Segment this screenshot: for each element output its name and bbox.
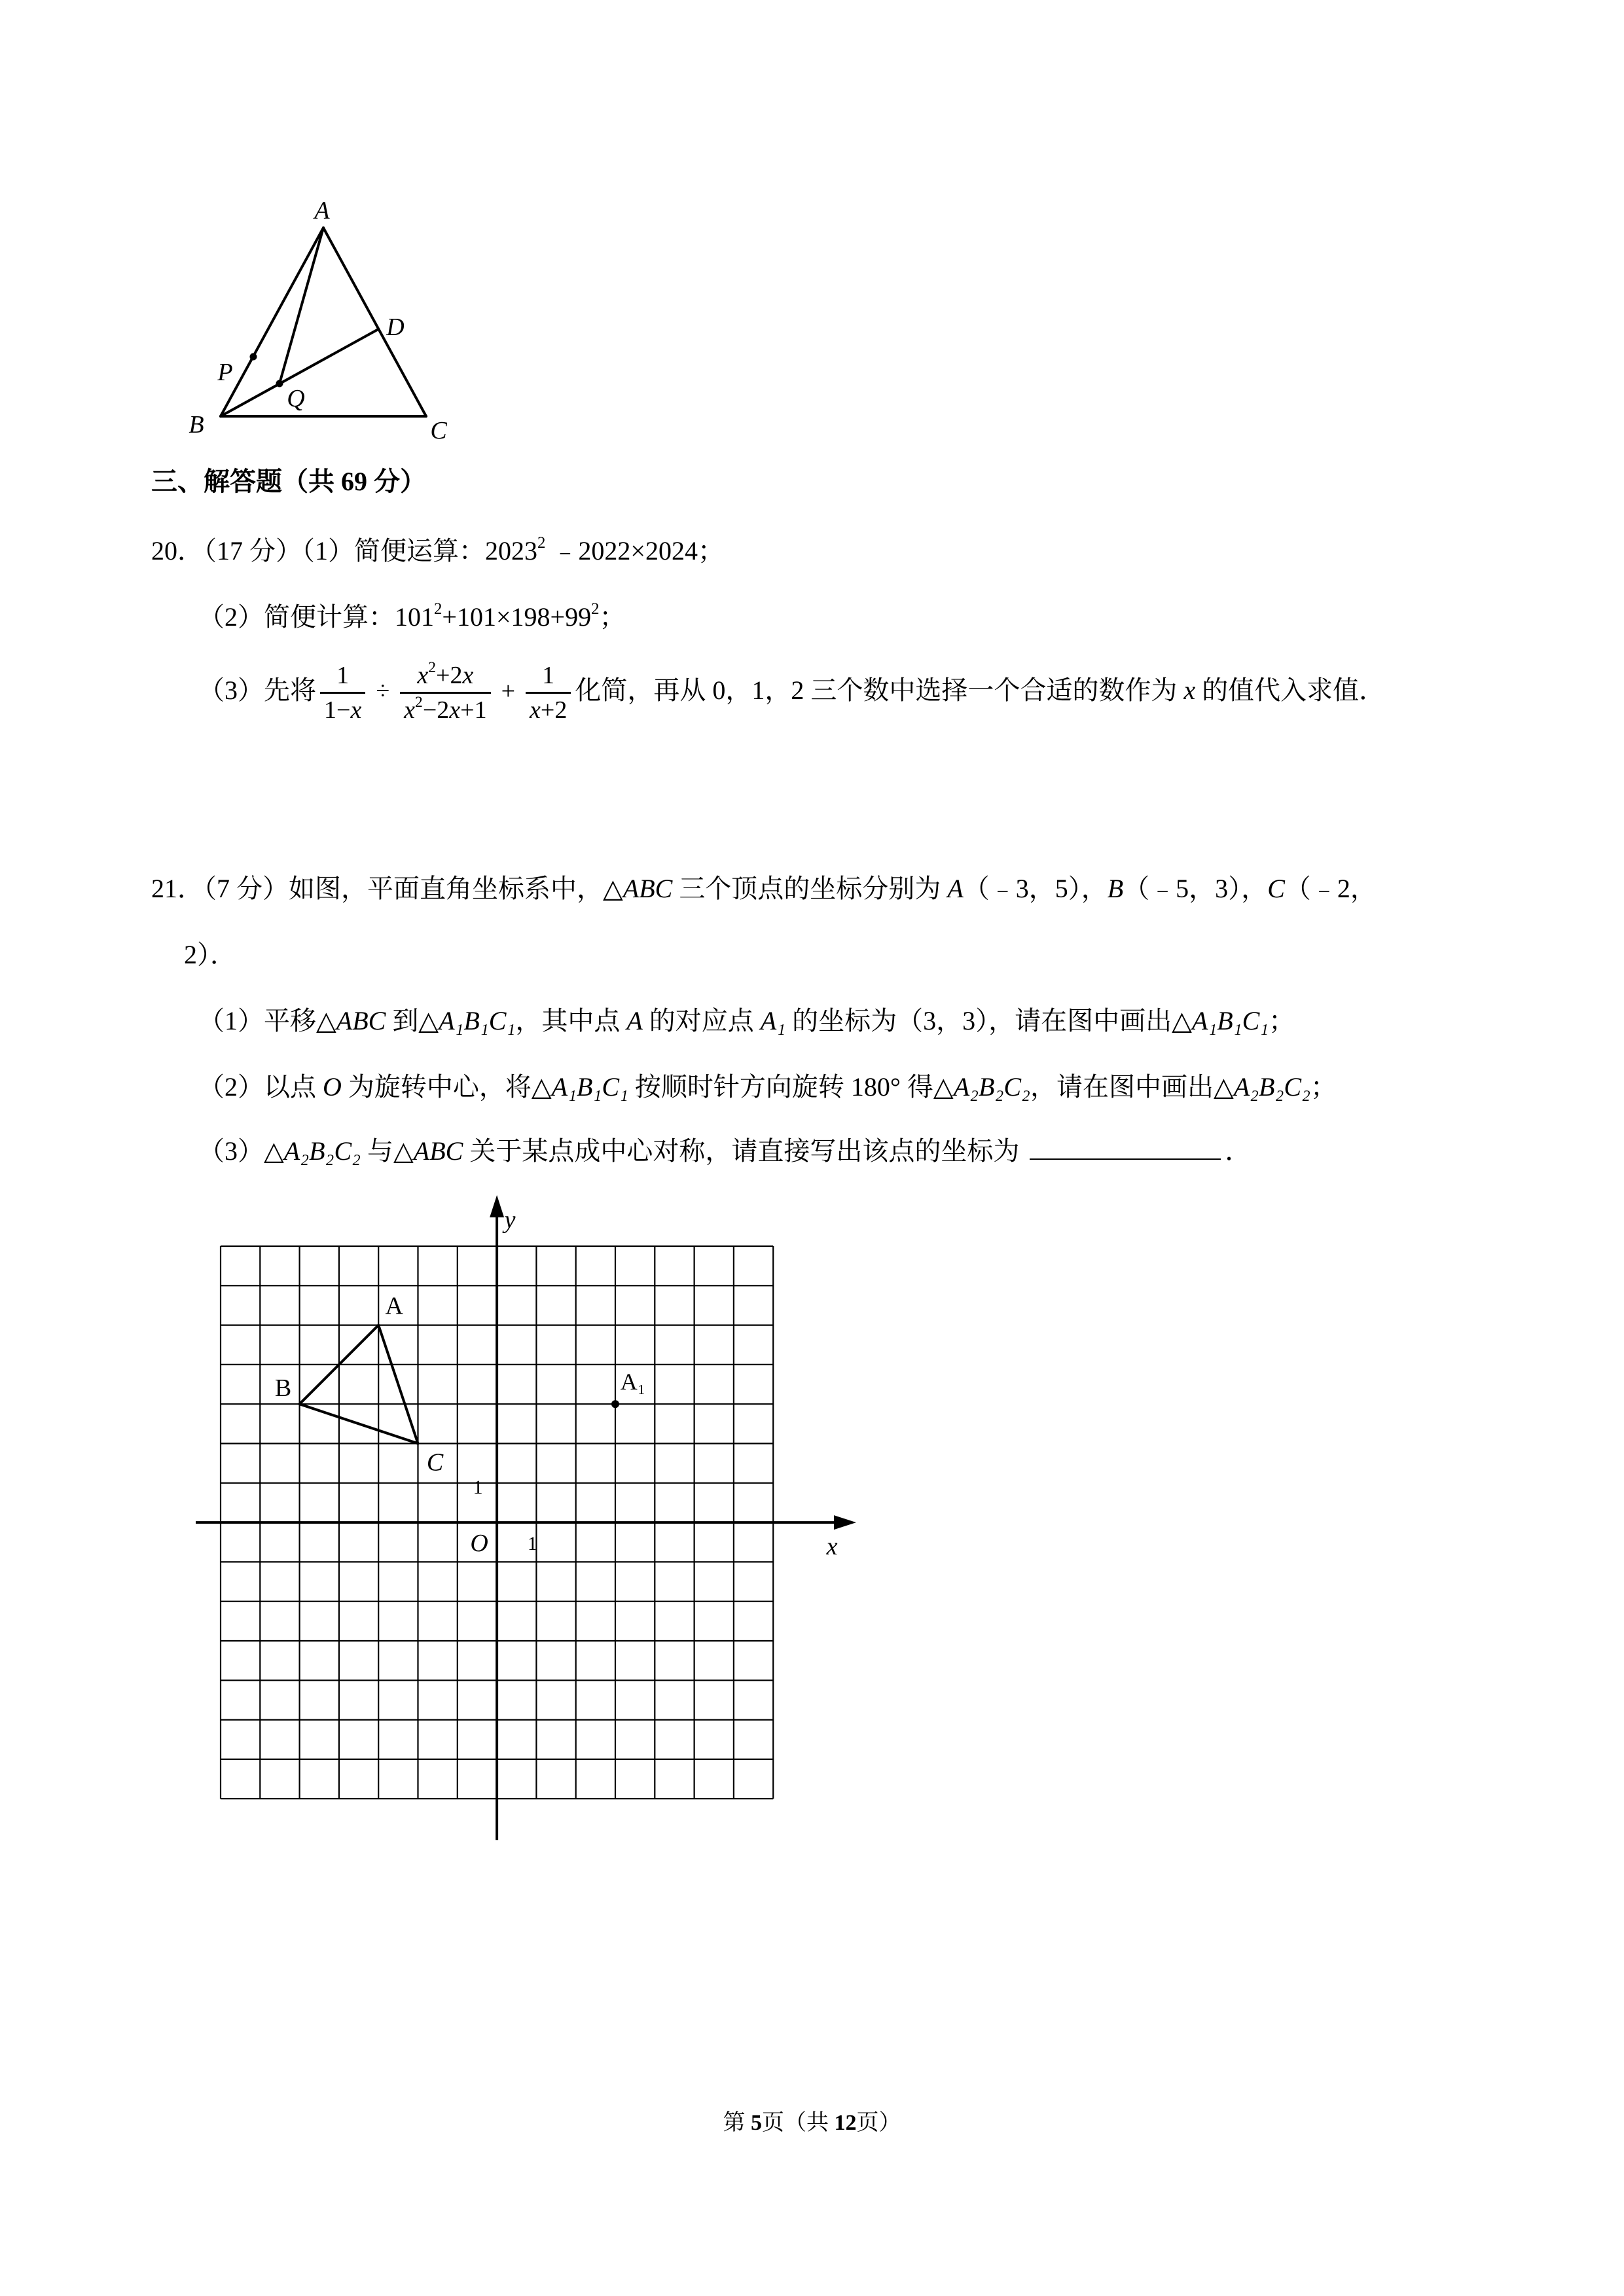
y-axis-arrow [490, 1195, 504, 1217]
label-c: C [430, 417, 447, 444]
origin-label: O [470, 1530, 488, 1558]
fraction-2-den-variable: x [404, 696, 416, 725]
footer-text: 第 [723, 2111, 751, 2135]
q20-part1-base: 2023 [485, 536, 537, 565]
q20-part2-middle: +101×198+99 [442, 602, 592, 632]
fraction-2 [400, 659, 490, 725]
footer-total-pages: 12 [834, 2111, 857, 2135]
fraction-3-numerator: 1 [542, 662, 555, 690]
fraction-2-den-variable-2: x [449, 696, 461, 725]
fraction-1-denominator [320, 692, 365, 724]
q21-line1-text: （﹣5，3）， [1123, 874, 1268, 903]
q21-part3-text: 关于某点成中心对称，请直接写出该点的坐标为 [463, 1136, 1026, 1166]
q21-part3-text: （3）△ [198, 1136, 284, 1166]
fraction-3-den-variable: x [530, 696, 541, 725]
q20-part1 [151, 535, 724, 567]
footer-page-number: 5 [751, 2111, 762, 2135]
q21-part1-text: 的对应点 [642, 1006, 761, 1035]
label-q: Q [287, 385, 305, 412]
q21-line1-text: （﹣2， [1284, 874, 1377, 903]
q21-part1-text: ，其中点 [515, 1006, 627, 1035]
q21-part1-text: （1）平移△ [198, 1006, 336, 1035]
q21-part1-math: A₁ [760, 1006, 786, 1035]
q21-part2-text: （2）以点 [198, 1072, 323, 1102]
q21-part1-math: ABC [336, 1006, 386, 1035]
q21-part3 [198, 1135, 1251, 1167]
q20-part3-head: （3）先将 [198, 675, 316, 705]
q20-part1-head: 20．（17 分）（1）简便运算： [151, 536, 485, 565]
fraction-2-num-variable-2: x [462, 662, 474, 690]
vertex-label-b: B [274, 1374, 292, 1403]
label-p: P [217, 359, 233, 386]
point-p-dot [250, 353, 257, 361]
q21-part3-math: A₂B₂C₂ [283, 1136, 361, 1166]
fraction-3-den-text: +2 [540, 696, 568, 725]
plus-operator: + [501, 677, 516, 705]
q20-part2 [198, 601, 626, 633]
division-operator: ÷ [376, 677, 390, 705]
q21-part2-math: A₁B₁C₁ [551, 1072, 628, 1102]
y-axis-label: y [504, 1206, 516, 1234]
q21-part2-text: 为旋转中心，将△ [341, 1072, 552, 1102]
q20-part2-head: （2）简便计算：101 [198, 602, 434, 632]
q21-part1-math: A₁B₁C₁ [1191, 1006, 1269, 1035]
q20-part1-exponent: 2 [537, 534, 546, 552]
page-footer [0, 2110, 1624, 2136]
vertex-label-c: C [426, 1448, 444, 1477]
q21-part3-end: ． [1225, 1136, 1252, 1166]
footer-text: 页（共 [762, 2111, 835, 2135]
label-a: A [314, 197, 330, 224]
q21-part1-text: ； [1269, 1006, 1295, 1035]
q20-part2-tail: ； [599, 602, 626, 632]
fraction-1-den-variable: x [350, 696, 362, 725]
label-d: D [386, 314, 405, 341]
q21-part2-math: O [323, 1072, 342, 1102]
x-unit-label: 1 [527, 1533, 537, 1555]
q20-part1-tail: ﹣2022×2024； [545, 536, 724, 565]
segment-ca [323, 228, 426, 416]
point-a1-label: A₁ [620, 1369, 646, 1395]
q21-part2-text: 按顺时针方向旋转 180° 得△ [628, 1072, 954, 1102]
q20-part2-exponent-2: 2 [591, 600, 600, 619]
fraction-1 [320, 662, 365, 724]
segment-aq [280, 228, 323, 384]
point-q-dot [276, 380, 283, 387]
q21-part2-math: A₂B₂C₂ [1233, 1072, 1310, 1102]
triangle-abc [300, 1325, 418, 1444]
fraction-2-num-exponent: 2 [428, 659, 437, 677]
q21-line1-text: （﹣3，5）， [963, 874, 1108, 903]
q21-line1-math: A [947, 874, 964, 903]
footer-text: 页） [856, 2111, 901, 2135]
q21-part3-math: ABC [413, 1136, 463, 1166]
fraction-3-denominator [526, 692, 571, 724]
fraction-1-den-text: 1− [324, 696, 351, 725]
q20-part3 [198, 658, 1385, 724]
coordinate-grid-figure [183, 1178, 877, 1859]
q20-part3-tail-2: 的值代入求值． [1195, 675, 1386, 705]
fraction-2-den-text: −2 [422, 696, 450, 725]
q21-part1-text: 到△ [386, 1006, 439, 1035]
fraction-2-numerator [413, 659, 477, 692]
q21-part3-text: 与△ [361, 1136, 414, 1166]
x-axis-arrow [834, 1515, 856, 1530]
point-a1-dot [611, 1400, 619, 1408]
q21-line1-math: C [1267, 874, 1285, 903]
q20-part2-exponent-1: 2 [434, 600, 442, 619]
section-heading: 三、解答题（共 69 分） [151, 467, 426, 496]
q21-part2-math: A₂B₂C₂ [953, 1072, 1030, 1102]
q21-line2: 2）． [184, 940, 236, 969]
q21-part1-text: 的坐标为（3，3），请在图中画出△ [785, 1006, 1192, 1035]
q21-line1-text: 三个顶点的坐标分别为 [672, 874, 948, 903]
fraction-2-den-exponent: 2 [415, 694, 423, 711]
q21-line1-math: ABC [623, 874, 673, 903]
q21-line1-math: B [1107, 874, 1124, 903]
q21-part1 [198, 1005, 1295, 1037]
fraction-2-den-text-2: +1 [460, 696, 487, 725]
q21-part2-text: ； [1310, 1072, 1337, 1102]
vertex-label-a: A [385, 1292, 403, 1320]
fraction-3 [526, 662, 571, 724]
y-unit-label: 1 [473, 1476, 483, 1498]
q21-line1 [151, 873, 1377, 905]
q21-part2-text: ，请在图中画出△ [1030, 1072, 1234, 1102]
q21-part1-math: A₁B₁C₁ [439, 1006, 516, 1035]
fraction-2-num-text: +2 [436, 662, 463, 690]
q21-line1-text: 21．（7 分）如图，平面直角坐标系中，△ [151, 874, 623, 903]
fraction-2-denominator [400, 692, 490, 724]
q20-part3-variable: x [1183, 675, 1196, 705]
answer-blank[interactable] [1030, 1135, 1221, 1160]
triangle-figure [170, 183, 484, 458]
label-b: B [189, 411, 204, 439]
fraction-2-num-variable: x [417, 662, 429, 690]
q20-part3-tail-1: 化简，再从 0，1，2 三个数中选择一个合适的数作为 [575, 675, 1184, 705]
fraction-1-numerator: 1 [336, 662, 350, 690]
q21-part1-math: A [626, 1006, 643, 1035]
q21-part2 [198, 1071, 1337, 1103]
x-axis-label: x [826, 1533, 838, 1561]
